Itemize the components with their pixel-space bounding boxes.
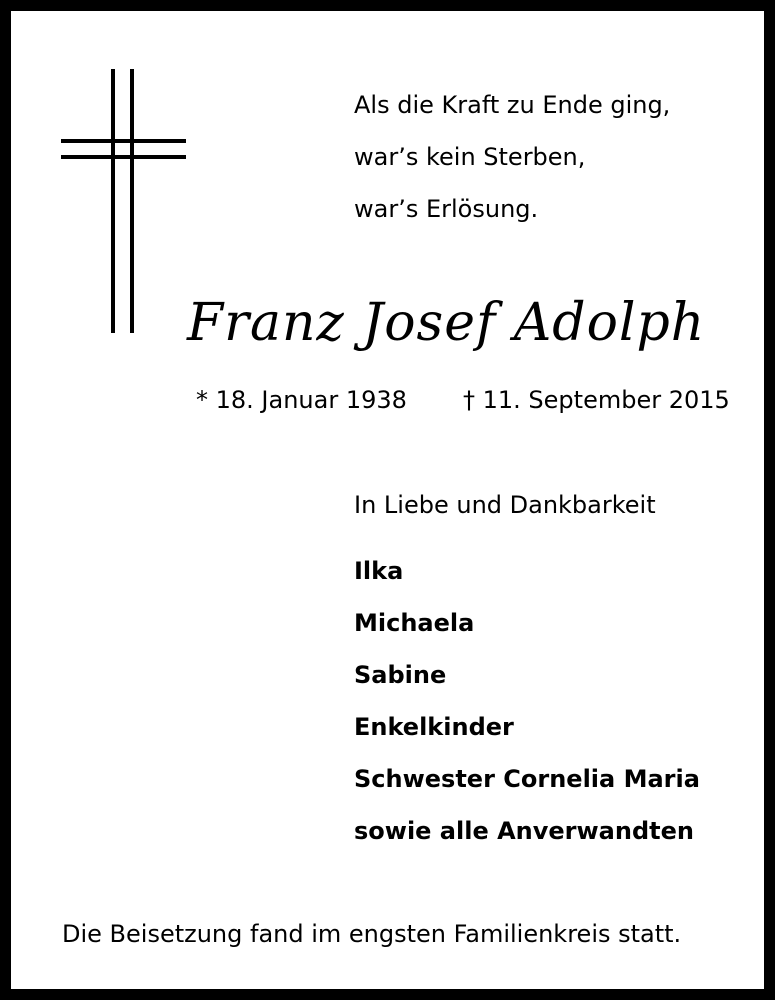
- mourner-name: Ilka: [354, 557, 404, 585]
- cross-icon: [61, 69, 186, 333]
- mourner-name: Schwester Cornelia Maria: [354, 765, 700, 793]
- verse-line: Als die Kraft zu Ende ging,: [354, 91, 671, 119]
- funeral-note: Die Beisetzung fand im engsten Familienkreis statt.: [62, 920, 682, 948]
- mourner-name: Michaela: [354, 609, 475, 637]
- birth-date: * 18. Januar 1938: [196, 386, 407, 414]
- verse-line: war’s Erlösung.: [354, 195, 539, 223]
- mourners-list: [354, 545, 700, 857]
- verse-line: war’s kein Sterben,: [354, 143, 586, 171]
- death-date: † 11. September 2015: [463, 386, 730, 414]
- mourner-name: Enkelkinder: [354, 713, 514, 741]
- mourners-intro: In Liebe und Dankbarkeit: [354, 491, 656, 519]
- verse: [354, 79, 670, 235]
- deceased-name: Franz Josef Adolph: [187, 293, 706, 353]
- mourner-name: sowie alle Anverwandten: [354, 817, 694, 845]
- mourner-name: Sabine: [354, 661, 447, 689]
